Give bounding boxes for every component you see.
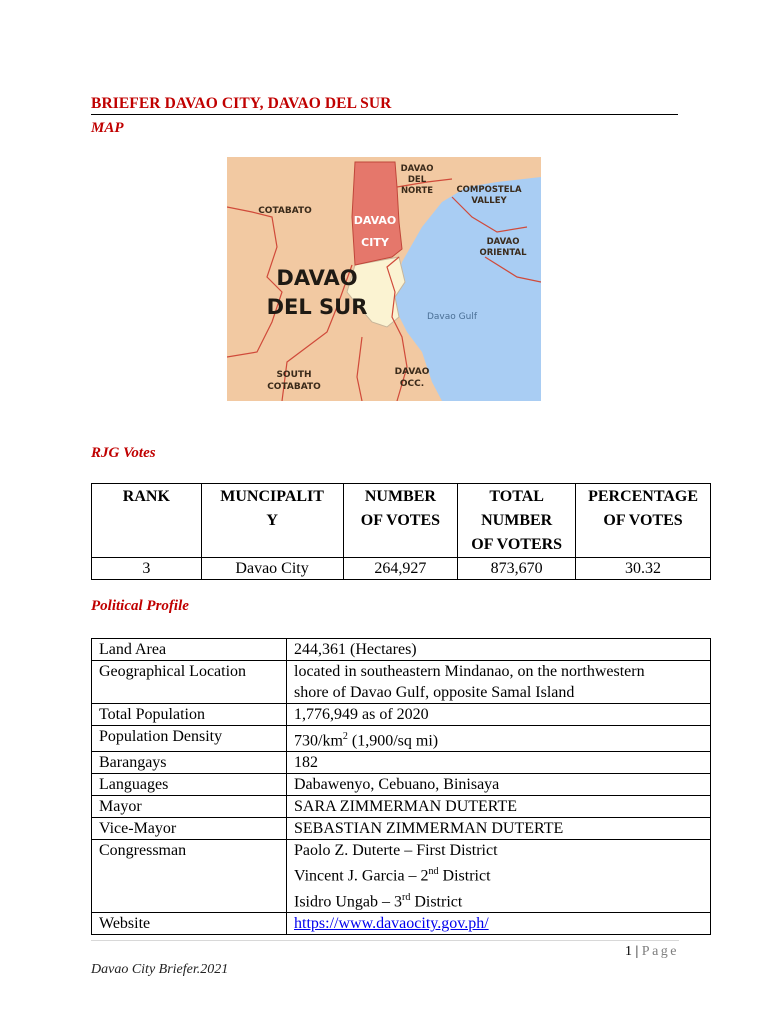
label-davao-del-norte-2: DEL — [407, 175, 427, 185]
table-row — [92, 818, 711, 840]
table-row — [92, 840, 711, 913]
rjg-votes-table — [91, 483, 711, 580]
table-row — [92, 704, 711, 726]
document-title: BRIEFER DAVAO CITY, DAVAO DEL SUR — [91, 95, 678, 115]
table-row — [92, 661, 711, 704]
header-total-voters: TOTAL NUMBER OF VOTERS — [458, 484, 576, 558]
value-location: located in southeastern Mindanao, on the northwestern shore of Davao Gulf, opposite Samal Island — [287, 661, 711, 704]
table-row — [92, 774, 711, 796]
map-heading: MAP — [91, 120, 124, 136]
value-population: 1,776,949 as of 2020 — [287, 704, 711, 726]
label-south-cotabato-2: COTABATO — [267, 382, 321, 392]
table-row — [92, 796, 711, 818]
header-percentage: PERCENTAGE OF VOTES — [576, 484, 711, 558]
value-barangays: 182 — [287, 752, 711, 774]
label-davao-del-norte-1: DAVAO — [400, 164, 434, 174]
label-davao-del-sur-1: DAVAO — [276, 266, 358, 290]
label-south-cotabato-1: SOUTH — [276, 370, 312, 380]
value-land-area: 244,361 (Hectares) — [287, 639, 711, 661]
value-mayor: SARA ZIMMERMAN DUTERTE — [287, 796, 711, 818]
label-compostela-2: VALLEY — [471, 196, 507, 206]
label-davao-gulf: Davao Gulf — [426, 312, 478, 322]
political-profile-heading: Political Profile — [91, 598, 189, 614]
label-vice-mayor: Vice-Mayor — [92, 818, 287, 840]
label-barangays: Barangays — [92, 752, 287, 774]
label-compostela-1: COMPOSTELA — [456, 185, 522, 195]
label-population: Total Population — [92, 704, 287, 726]
footer-divider — [91, 940, 679, 941]
label-davao-city-2: CITY — [361, 236, 389, 249]
table-row — [92, 912, 711, 934]
label-davao-del-sur-2: DEL SUR — [266, 295, 368, 319]
value-vice-mayor: SEBASTIAN ZIMMERMAN DUTERTE — [287, 818, 711, 840]
label-davao-occ-1: DAVAO — [394, 367, 430, 377]
cell-municipality: Davao City — [201, 558, 343, 580]
label-davao-oriental-1: DAVAO — [486, 237, 520, 247]
cell-votes: 264,927 — [343, 558, 458, 580]
table-row — [92, 558, 711, 580]
label-density: Population Density — [92, 726, 287, 752]
label-languages: Languages — [92, 774, 287, 796]
value-congressman: Paolo Z. Duterte – First District Vincent J. Garcia – 2nd District Isidro Ungab – 3rd District — [287, 840, 711, 913]
davao-map — [227, 157, 541, 401]
votes-header-row — [92, 484, 711, 558]
label-congressman: Congressman — [92, 840, 287, 913]
header-municipality: MUNCIPALIT Y — [201, 484, 343, 558]
label-davao-city-1: DAVAO — [353, 214, 397, 227]
label-land-area: Land Area — [92, 639, 287, 661]
value-website — [287, 912, 711, 934]
header-rank: RANK — [92, 484, 202, 558]
cell-voters: 873,670 — [458, 558, 576, 580]
cell-rank: 3 — [92, 558, 202, 580]
label-location: Geographical Location — [92, 661, 287, 704]
value-density: $730/km^2$ (1,900/sq mi) — [287, 726, 711, 752]
table-row — [92, 639, 711, 661]
political-profile-table — [91, 638, 711, 935]
rjg-votes-heading: RJG Votes — [91, 445, 156, 461]
label-davao-occ-2: OCC. — [399, 379, 425, 389]
label-davao-oriental-2: ORIENTAL — [479, 248, 527, 258]
value-languages: Dabawenyo, Cebuano, Binisaya — [287, 774, 711, 796]
label-cotabato: COTABATO — [258, 206, 312, 216]
label-mayor: Mayor — [92, 796, 287, 818]
website-link[interactable]: https://www.davaocity.gov.ph/ — [294, 914, 489, 932]
label-website: Website — [92, 912, 287, 934]
table-row — [92, 726, 711, 752]
header-number-of-votes: NUMBER OF VOTES — [343, 484, 458, 558]
table-row — [92, 752, 711, 774]
label-davao-del-norte-3: NORTE — [400, 186, 434, 196]
footer-document-label: Davao City Briefer.2021 — [91, 962, 229, 977]
page-number: 1 | Page — [624, 944, 679, 959]
cell-percentage: 30.32 — [576, 558, 711, 580]
